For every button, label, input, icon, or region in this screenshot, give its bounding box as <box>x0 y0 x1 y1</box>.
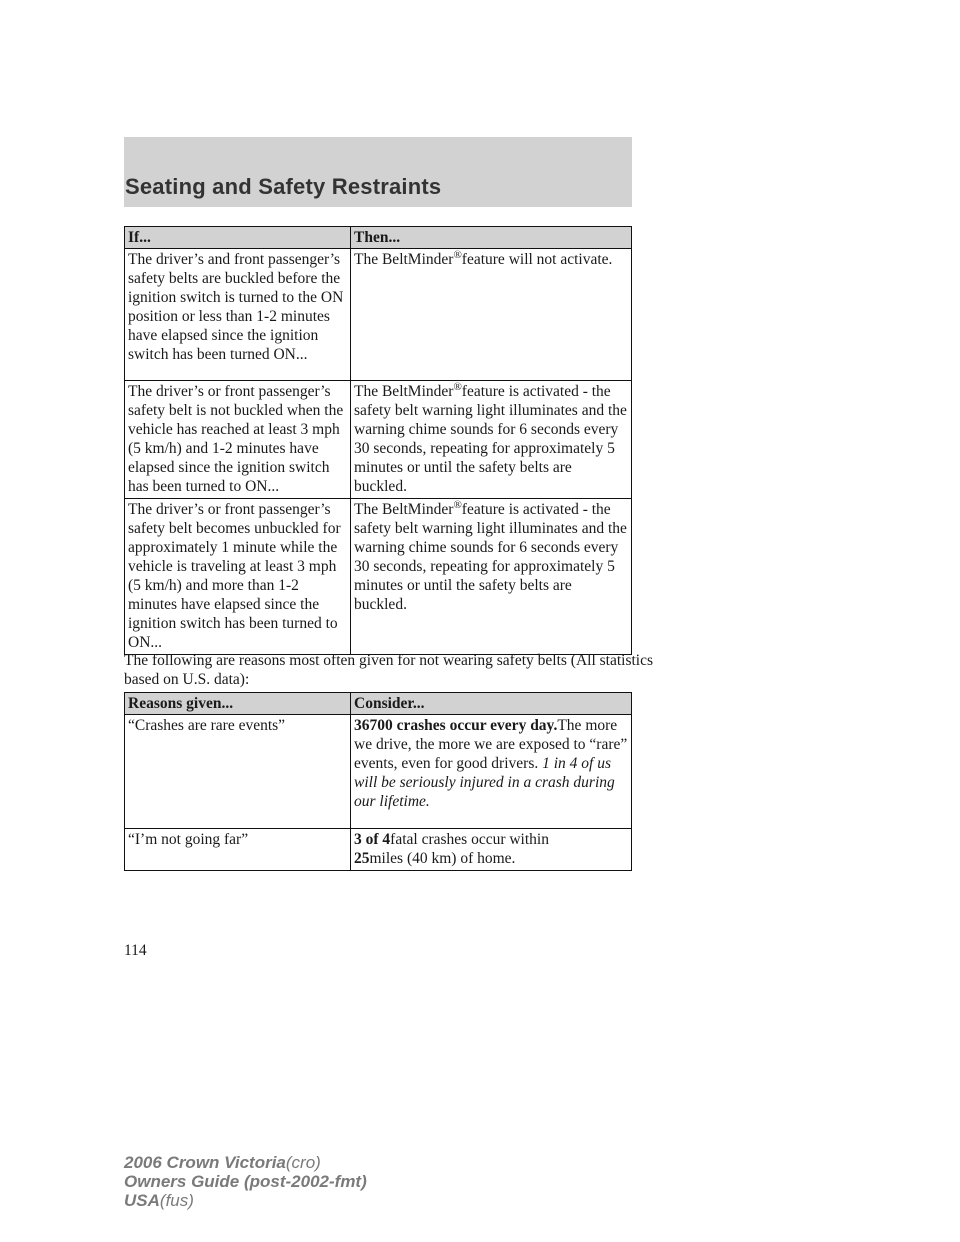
table-row <box>125 715 632 829</box>
consider-cell: 36700 crashes occur every day.The more we drive, the more we are exposed to “rare” events, even for good drivers. 1 in 4 of us will be seriously injured in a crash during our lifetime. <box>351 715 632 829</box>
reasons-table <box>124 692 632 871</box>
column-header-reasons: Reasons given... <box>125 693 351 715</box>
table-row <box>125 499 632 655</box>
registered-mark: ® <box>453 248 462 261</box>
beltminder-table <box>124 226 632 655</box>
result-cell: The BeltMinder®feature is activated - the safety belt warning light illuminates and the warning chime sounds for 6 seconds every 30 seconds, repeating for approximately 5 minutes or until the safety belts are buckled. <box>351 499 632 655</box>
condition-cell: The driver’s or front passenger’s safety belt is not buckled when the vehicle has reached at least 3 mph (5 km/h) and 1-2 minutes have elapsed since the ignition switch has been turned to ON... <box>125 381 351 499</box>
document-footer: 2006 Crown Victoria(cro) Owners Guide (post-2002-fmt) USA(fus) <box>124 1153 367 1210</box>
table-row <box>125 381 632 499</box>
condition-cell: The driver’s or front passenger’s safety belt becomes unbuckled for approximately 1 minute while the vehicle is traveling at least 3 mph (5 km/h) and more than 1-2 minutes have elapsed since the ignition switch has been turned to ON... <box>125 499 351 655</box>
result-cell: The BeltMinder®feature is activated - the safety belt warning light illuminates and the warning chime sounds for 6 seconds every 30 seconds, repeating for approximately 5 minutes or until the safety belts are buckled. <box>351 381 632 499</box>
column-header-consider: Consider... <box>351 693 632 715</box>
registered-mark: ® <box>453 380 462 393</box>
table-header-row <box>125 693 632 715</box>
section-title: Seating and Safety Restraints <box>125 174 442 199</box>
page-number: 114 <box>124 942 147 959</box>
table-row <box>125 829 632 871</box>
registered-mark: ® <box>453 498 462 511</box>
column-header-if: If... <box>125 227 351 249</box>
result-cell: The BeltMinder®feature will not activate. <box>351 249 632 381</box>
table-header-row <box>125 227 632 249</box>
consider-cell: 3 of 4fatal crashes occur within 25miles (40 km) of home. <box>351 829 632 871</box>
intro-paragraph: The following are reasons most often given for not wearing safety belts (All statistics based on U.S. data): <box>124 652 654 688</box>
reason-cell: “I’m not going far” <box>125 829 351 871</box>
reason-cell: “Crashes are rare events” <box>125 715 351 829</box>
column-header-then: Then... <box>351 227 632 249</box>
condition-cell: The driver’s and front passenger’s safety belts are buckled before the ignition switch is turned to the ON position or less than 1-2 minutes have elapsed since the ignition switch has been turned ON... <box>125 249 351 381</box>
table-row <box>125 249 632 381</box>
